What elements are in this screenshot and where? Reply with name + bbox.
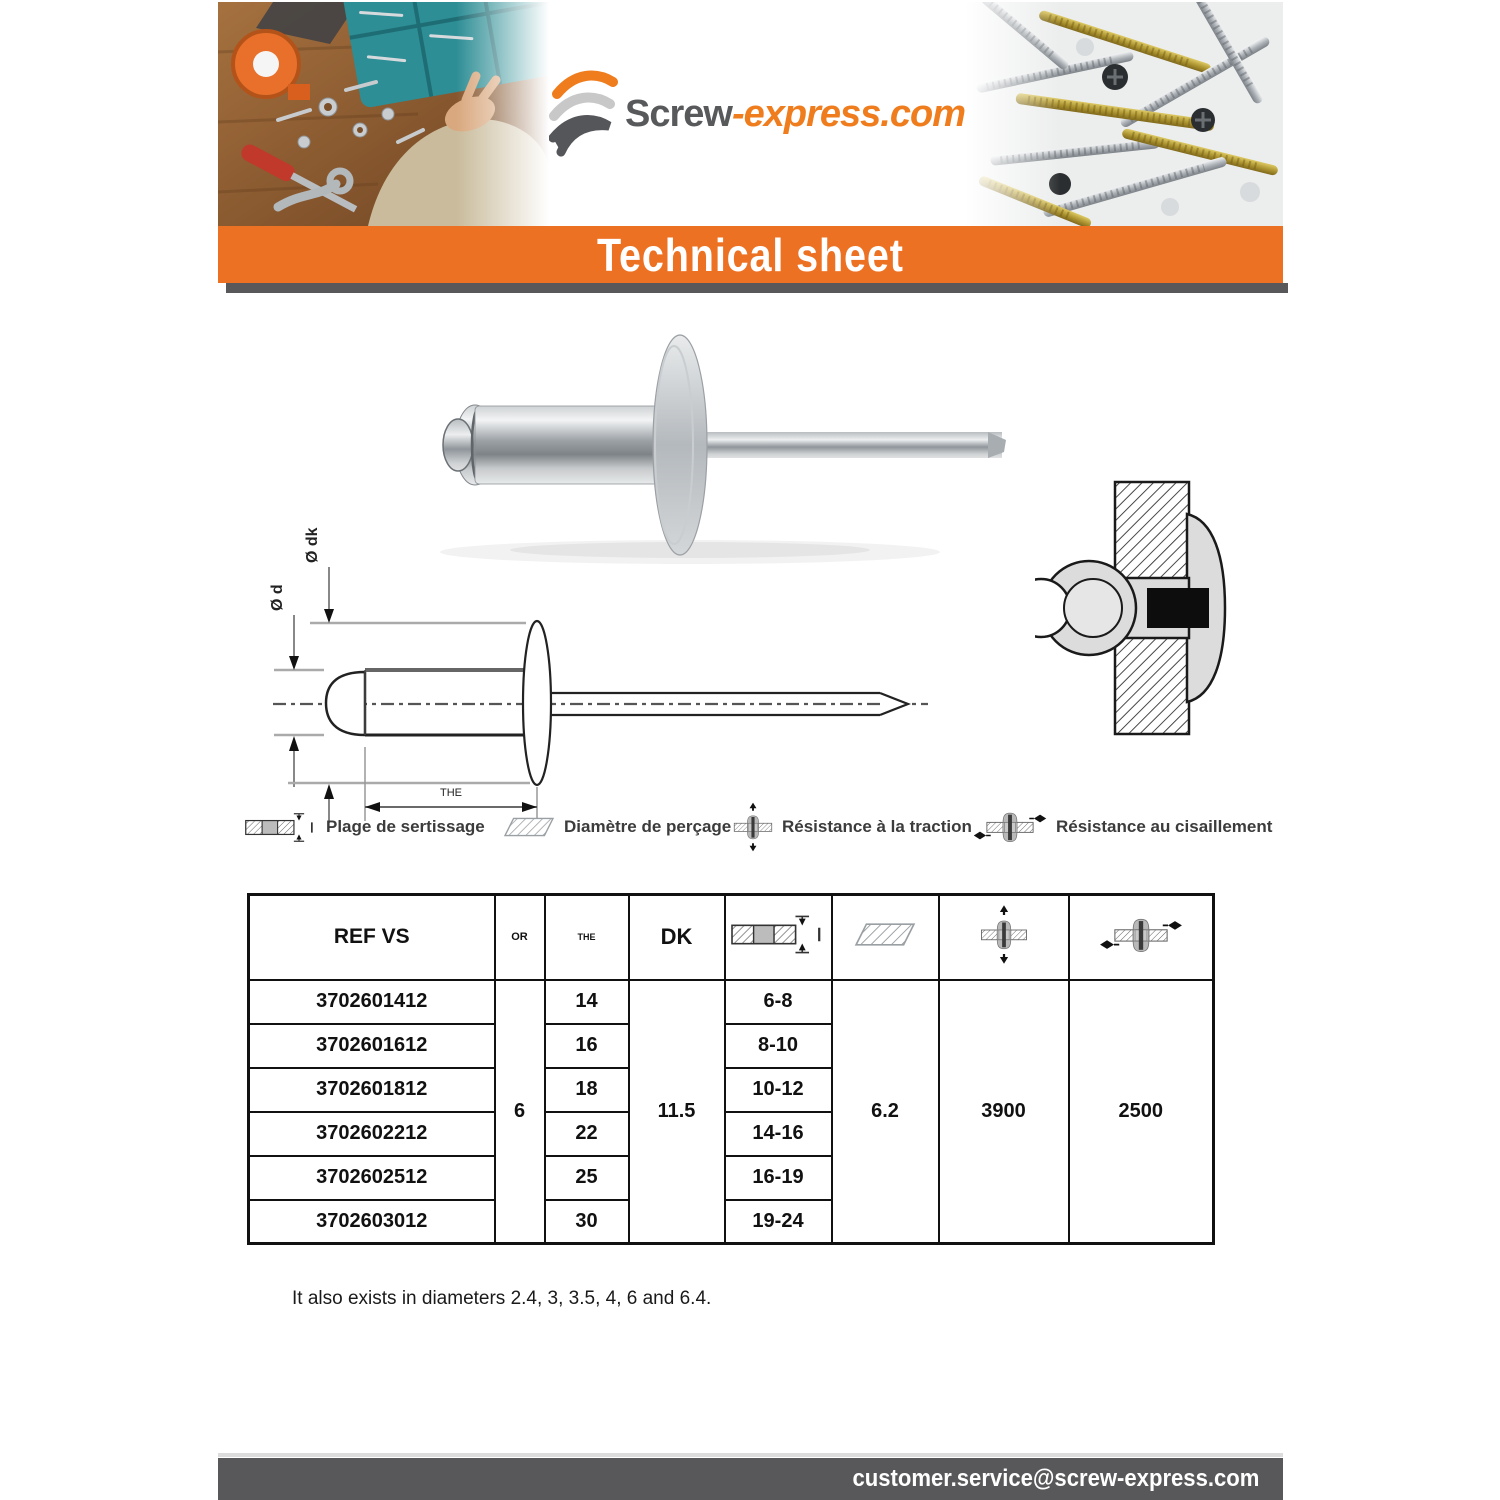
legend: [245, 798, 1273, 856]
grip-cell: 16-19: [725, 1156, 832, 1200]
col-header-or: OR: [495, 895, 545, 980]
legend-item-drill-diameter: [503, 798, 731, 856]
installed-rivet-section-diagram: [1035, 476, 1247, 754]
legend-label: Diamètre de perçage: [564, 817, 732, 836]
col-header-the: THE: [545, 895, 629, 980]
banner-shadow: [226, 283, 1288, 293]
mandrel-head-ball: [443, 419, 473, 471]
ref-cell: 3702603012: [249, 1200, 495, 1244]
the-dimension-label: THE: [440, 787, 462, 799]
ref-cell: 3702602212: [249, 1112, 495, 1156]
grip-cell: 10-12: [725, 1068, 832, 1112]
col-header-tensile: [939, 895, 1069, 980]
legend-label: Plage de sertissage: [326, 817, 485, 836]
grip-range-icon: [245, 812, 317, 843]
grip-cell: 14-16: [725, 1112, 832, 1156]
diameter-note: It also exists in diameters 2.4, 3, 3.5, 4, 6 and 6.4.: [292, 1288, 712, 1309]
grip-cell: 6-8: [725, 980, 832, 1024]
grip-cell: 8-10: [725, 1024, 832, 1068]
mandrel-stem: [702, 432, 1002, 458]
the-cell: 22: [545, 1112, 629, 1156]
ref-cell: 3702602512: [249, 1156, 495, 1200]
col-header-shear: [1069, 895, 1214, 980]
grip-cell: 19-24: [725, 1200, 832, 1244]
legend-label: Résistance au cisaillement: [1056, 817, 1273, 836]
shear-merged-cell: 2500: [1069, 980, 1214, 1244]
the-cell: 25: [545, 1156, 629, 1200]
table-row: [249, 980, 1214, 1024]
col-header-ref: REF VS: [249, 895, 495, 980]
hands-sorting-screws-photo: [218, 2, 549, 226]
drawing-flange: [523, 621, 551, 785]
spec-table: [247, 893, 1215, 1245]
col-header-dk: DK: [629, 895, 725, 980]
table-header-row: [249, 895, 1214, 980]
drawing-mandrel-head: [326, 672, 365, 735]
grip-range-icon: [731, 914, 826, 955]
legend-item-shear: [973, 798, 1272, 856]
brand-logo: [549, 2, 965, 226]
ref-cell: 3702601412: [249, 980, 495, 1024]
page-title: Technical sheet: [597, 228, 904, 281]
shear-strength-icon: [1099, 908, 1183, 962]
tensile-merged-cell: 3900: [939, 980, 1069, 1244]
shear-strength-icon: [973, 803, 1047, 851]
contact-email: customer.service@screw-express.com: [852, 1465, 1260, 1492]
logo-text: [625, 93, 965, 136]
mandrel-remnant: [1147, 588, 1209, 628]
the-cell: 18: [545, 1068, 629, 1112]
tensile-strength-icon: [733, 802, 773, 852]
drill-merged-cell: 6.2: [832, 980, 939, 1244]
the-cell: 14: [545, 980, 629, 1024]
legend-item-tensile: [733, 798, 972, 856]
pile-of-screws-photo: [965, 2, 1283, 226]
legend-item-grip-range: [245, 798, 485, 856]
drill-diameter-icon: [854, 920, 916, 949]
logo-text-secondary: -express.com: [731, 92, 965, 135]
footer-bar: [218, 1458, 1283, 1500]
the-cell: 16: [545, 1024, 629, 1068]
ref-cell: 3702601612: [249, 1024, 495, 1068]
section-banner: [218, 226, 1283, 283]
the-cell: 30: [545, 1200, 629, 1244]
tensile-strength-icon: [980, 905, 1028, 964]
col-header-drill-diameter: [832, 895, 939, 980]
triple-swoosh-icon: [549, 68, 619, 160]
legend-label: Résistance à la traction: [782, 817, 972, 836]
dk-dimension-label: Ø dk: [304, 527, 321, 563]
ref-cell: 3702601812: [249, 1068, 495, 1112]
dk-merged-cell: 11.5: [629, 980, 725, 1244]
drill-diameter-icon: [503, 815, 555, 839]
d-dimension-label: Ø d: [269, 584, 286, 611]
rivet-body: [475, 406, 665, 484]
logo-text-primary: Screw: [625, 92, 732, 135]
rivet-dimension-drawing: [228, 515, 953, 845]
footer-divider: [218, 1453, 1283, 1457]
or-merged-cell: 6: [495, 980, 545, 1244]
col-header-grip-range: [725, 895, 832, 980]
